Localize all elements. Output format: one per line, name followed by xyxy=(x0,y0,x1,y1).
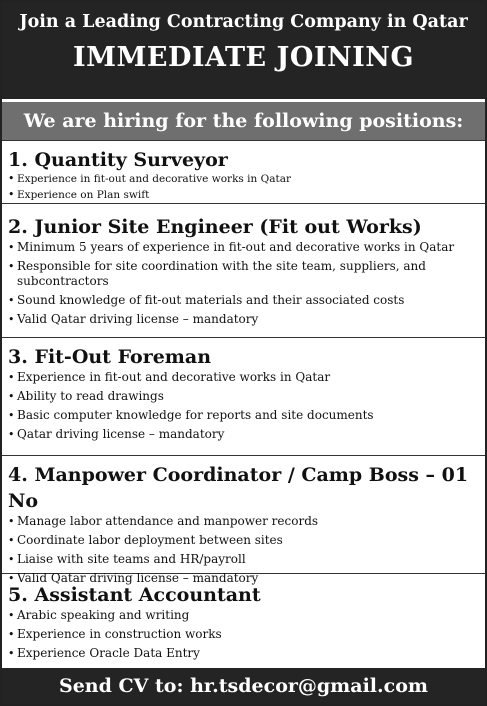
header-subtitle: Join a Leading Contracting Company in Qatar xyxy=(19,12,468,32)
header xyxy=(2,2,485,99)
requirement-item: • Coordinate labor deployment between sites xyxy=(8,533,479,548)
requirement-item: • Arabic speaking and writing xyxy=(8,608,479,623)
position-section xyxy=(2,203,485,337)
position-section xyxy=(2,337,485,455)
requirement-item: • Experience Oracle Data Entry xyxy=(8,646,479,661)
position-section xyxy=(2,573,485,673)
position-section xyxy=(2,455,485,585)
requirement-item: • Liaise with site teams and HR/payroll xyxy=(8,552,479,567)
position-title: 1. Quantity Surveyor xyxy=(8,149,228,171)
requirement-item: • Valid Qatar driving license – mandatory xyxy=(8,571,479,586)
position-title: 5. Assistant Accountant xyxy=(8,584,261,606)
requirement-item: • Responsible for site coordination with the site team, suppliers, and subcontractors xyxy=(8,259,479,289)
requirement-item: • Qatar driving license – mandatory xyxy=(8,427,479,442)
positions-heading: We are hiring for the following positions: xyxy=(2,99,485,140)
requirements-list xyxy=(8,608,479,661)
position-section xyxy=(2,140,485,203)
requirement-item: • Experience in fit-out and decorative works in Qatar xyxy=(8,173,479,185)
requirement-item: • Ability to read drawings xyxy=(8,389,479,404)
requirement-item: • Experience in construction works xyxy=(8,627,479,642)
requirement-item: • Valid Qatar driving license – mandatory xyxy=(8,312,479,327)
position-title: 3. Fit-Out Foreman xyxy=(8,346,212,368)
requirements-list xyxy=(8,514,479,586)
requirements-list xyxy=(8,370,479,442)
requirements-list xyxy=(8,240,479,327)
position-title: 2. Junior Site Engineer (Fit out Works) xyxy=(8,216,422,238)
requirement-item: • Minimum 5 years of experience in fit-out and decorative works in Qatar xyxy=(8,240,479,255)
requirement-item: • Manage labor attendance and manpower records xyxy=(8,514,479,529)
requirement-item: • Sound knowledge of fit-out materials and their associated costs xyxy=(8,293,479,308)
requirement-item: • Experience in fit-out and decorative works in Qatar xyxy=(8,370,479,385)
requirements-list xyxy=(8,173,479,201)
requirement-item: • Experience on Plan swift xyxy=(8,189,479,201)
requirement-item: • Basic computer knowledge for reports and site documents xyxy=(8,408,479,423)
contact-email: Send CV to: hr.tsdecor@gmail.com xyxy=(2,668,485,704)
position-title: 4. Manpower Coordinator / Camp Boss – 01 No xyxy=(8,464,469,512)
header-title: IMMEDIATE JOINING xyxy=(72,42,415,73)
